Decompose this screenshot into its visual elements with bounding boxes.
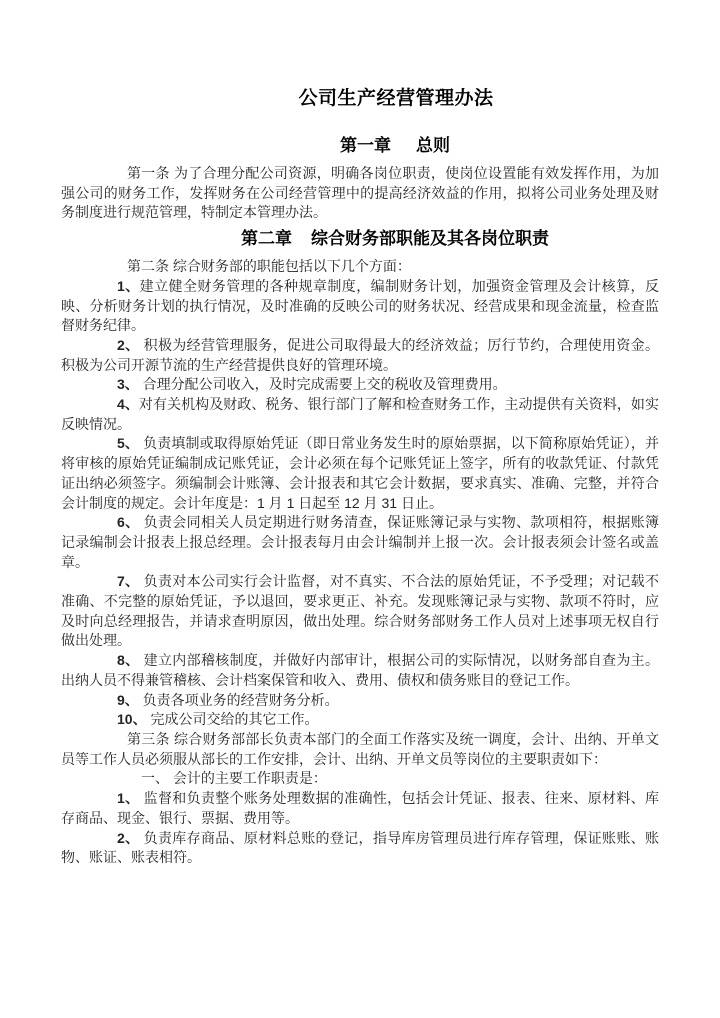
accountant-duty-1 xyxy=(61,789,659,828)
clause-text: 综合财务部部长负责本部门的全面工作落实及统一调度，会计、出纳、开单文员等工作人员必须服从部长的工作安排，会计、出纳、开单文员等岗位的主要职责如下： xyxy=(61,730,660,767)
list-item-6 xyxy=(61,513,659,572)
document-title: 公司生产经营管理办法 xyxy=(298,88,494,109)
chapter-2-number: 第二章 xyxy=(241,229,292,249)
item-number: 5、 xyxy=(117,435,140,452)
item-text: 负责填制或取得原始凭证（即日常业务发生时的原始票据，以下简称原始凭证），并将审核的原始凭证编制成记账凭证，会计必须在每个记账凭证上签字，所有的收款凭证、付款凭证出纳必须签字。须编制会计账簿、会计报表和其它会计数据，要求真实、准确、完整，并符合会计制度的规定。会计年度是：1 月 1 日起至 12 月 31 日止。 xyxy=(61,435,659,511)
item-text: 负责各项业务的经营财务分析。 xyxy=(138,691,339,708)
item-text: 负责库存商品、原材料总账的登记，指导库房管理员进行库存管理，保证账账、账物、账证、账表相符。 xyxy=(61,829,659,866)
clause-2-paragraph xyxy=(61,257,659,277)
item-number: 10、 xyxy=(117,711,147,728)
list-item-5 xyxy=(61,434,659,513)
list-item-4 xyxy=(61,395,659,434)
clause-number: 第三条 xyxy=(127,730,170,747)
clause-number: 第二条 xyxy=(127,258,169,275)
item-text: 合理分配公司收入，及时完成需要上交的税收及管理费用。 xyxy=(138,376,507,393)
chapter-1-number: 第一章 xyxy=(340,136,391,155)
list-item-10 xyxy=(61,710,659,730)
item-text: 建立内部稽核制度，并做好内部审计，根据公司的实际情况，以财务部自查为主。出纳人员不得兼管稽核、会计档案保管和收入、费用、债权和债务账目的登记工作。 xyxy=(61,652,659,688)
item-text: 积极为经营管理服务，促进公司取得最大的经济效益；厉行节约，合理使用资金。积极为公司开源节流的生产经营提供良好的管理环境。 xyxy=(61,336,659,373)
list-item-3 xyxy=(61,375,659,395)
chapter-1-heading xyxy=(61,134,659,158)
item-number: 7、 xyxy=(117,573,140,590)
clause-1-paragraph xyxy=(61,164,659,223)
chapter-1-title: 总则 xyxy=(416,136,450,155)
item-text: 对有关机构及财政、税务、银行部门了解和检查财务工作，主动提供有关资料，如实反映情况。 xyxy=(61,396,659,432)
item-number: 1、 xyxy=(117,790,140,807)
clause-3-paragraph xyxy=(61,730,659,769)
item-text: 会计的主要工作职责是： xyxy=(169,770,327,787)
list-item-9 xyxy=(61,691,659,711)
clause-text: 为了合理分配公司资源，明确各岗位职责，使岗位设置能有效发挥作用，为加强公司的财务工作，发挥财务在公司经营管理中的提高经济效益的作用，拟将公司业务处理及财务制度进行规范管理，特制定本管理办法。 xyxy=(61,165,660,221)
item-text: 建立健全财务管理的各种规章制度，编制财务计划，加强资金管理及会计核算，反映、分析财务计划的执行情况，及时准确的反映公司的财务状况、经营成果和现金流量，检查监督财务纪律。 xyxy=(61,277,659,334)
list-item-7 xyxy=(61,572,659,651)
item-number: 6、 xyxy=(117,514,140,531)
item-text: 负责会同相关人员定期进行财务清查，保证账簿记录与实物、款项相符，根据账簿记录编制会计报表上报总经理。会计报表每月由会计编制并上报一次。会计报表须会计签名或盖章。 xyxy=(61,514,659,570)
list-item-2 xyxy=(61,336,659,375)
chapter-2-title: 综合财务部职能及其各岗位职责 xyxy=(311,229,549,249)
accountant-duty-2 xyxy=(61,829,659,868)
item-number: 9、 xyxy=(117,691,139,708)
chapter-2-heading xyxy=(61,227,659,251)
item-number: 4、 xyxy=(117,396,139,413)
item-text: 负责对本公司实行会计监督，对不真实、不合法的原始凭证，不予受理；对记载不准确、不完整的原始凭证，予以退回，要求更正、补充。发现账簿记录与实物、款项不符时，应及时向总经理报告，并请求查明原因，做出处理。综合财务部财务工作人员对上述事项无权自行做出处理。 xyxy=(61,573,659,649)
clause-number: 第一条 xyxy=(127,165,170,181)
clause-text: 综合财务部的职能包括以下几个方面： xyxy=(169,258,411,275)
item-number: 3、 xyxy=(117,376,139,393)
item-text: 完成公司交给的其它工作。 xyxy=(146,711,319,728)
list-item-1 xyxy=(61,277,659,336)
item-number: 8、 xyxy=(117,652,140,669)
list-item-8 xyxy=(61,651,659,690)
item-number: 1、 xyxy=(117,277,140,294)
item-number: 一、 xyxy=(141,770,169,787)
item-text: 监督和负责整个账务处理数据的准确性，包括会计凭证、报表、往来、原材料、库存商品、现金、银行、票据、费用等。 xyxy=(61,790,659,826)
role-heading-accountant xyxy=(61,769,659,789)
item-number: 2、 xyxy=(117,829,140,846)
item-number: 2、 xyxy=(117,336,140,353)
